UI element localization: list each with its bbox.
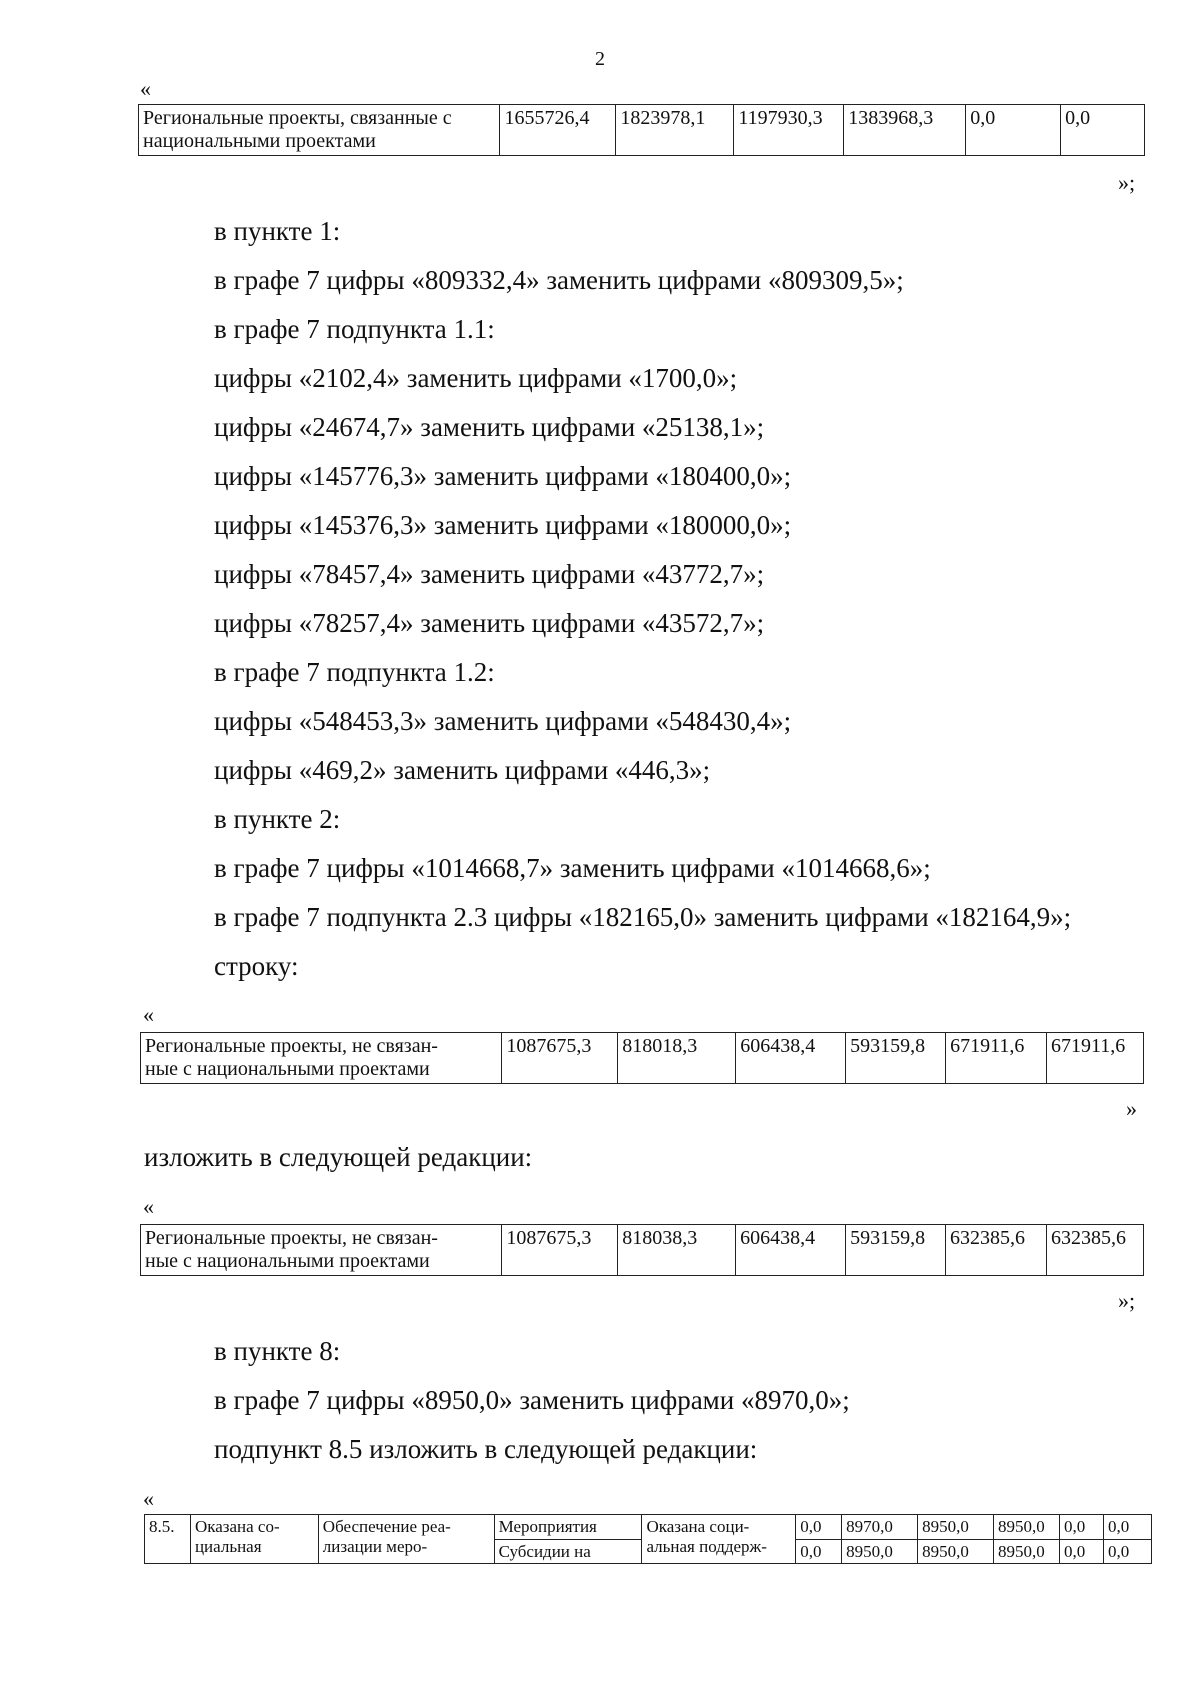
table3-label: [141, 1225, 502, 1276]
text-line: изложить в следующей редакции:: [144, 1142, 533, 1172]
table4-col4-row1: Мероприятия: [494, 1515, 642, 1540]
table3-label-line2: ные с национальными проектами: [145, 1250, 430, 1272]
table4-r2-value: 0,0: [796, 1539, 842, 1564]
table4-r1-value: 8950,0: [994, 1515, 1060, 1540]
text-line: цифры «469,2» заменить цифрами «446,3»;: [214, 755, 711, 785]
table1-value: 0,0: [966, 105, 1061, 156]
table4-r1-value: 0,0: [1103, 1515, 1151, 1540]
table4-r2-value: 0,0: [1060, 1539, 1104, 1564]
table4-r1-value: 8950,0: [918, 1515, 994, 1540]
table4-r1-value: 0,0: [796, 1515, 842, 1540]
text-line: цифры «145776,3» заменить цифрами «180400,0»;: [214, 461, 792, 491]
quote-close-3: »;: [1118, 1288, 1136, 1313]
table-regional-projects-not-national-old: [140, 1032, 1144, 1084]
table2-value: 1087675,3: [502, 1033, 618, 1084]
table2-label-line1: Региональные проекты, не связан-: [145, 1035, 438, 1057]
table4-col5: [642, 1515, 796, 1564]
table4-r2-value: 8950,0: [842, 1539, 918, 1564]
table-subitem-8-5: [144, 1514, 1152, 1564]
table4-r2-value: 8950,0: [918, 1539, 994, 1564]
quote-open-3: «: [143, 1194, 154, 1219]
table1-value: 1823978,1: [616, 105, 734, 156]
table1-label: Региональные проекты, связанные с национальными проектами: [139, 105, 500, 156]
text-line: цифры «2102,4» заменить цифрами «1700,0»;: [214, 363, 738, 393]
table3-value: 818038,3: [618, 1225, 736, 1276]
table1-value: 1383968,3: [844, 105, 966, 156]
table1-value: 0,0: [1061, 105, 1145, 156]
table3-label-line1: Региональные проекты, не связан-: [145, 1227, 438, 1249]
table4-col5-line1: Оказана соци-: [646, 1517, 750, 1536]
table1-value: 1197930,3: [734, 105, 844, 156]
text-line: в графе 7 цифры «8950,0» заменить цифрами «8970,0»;: [214, 1385, 850, 1415]
table2-value: 606438,4: [736, 1033, 846, 1084]
text-line: в графе 7 цифры «1014668,7» заменить цифрами «1014668,6»;: [214, 853, 931, 883]
text-line: цифры «24674,7» заменить цифрами «25138,1»;: [214, 412, 765, 442]
table4-col2-line2: циальная: [194, 1536, 262, 1556]
table2-value: 671911,6: [1047, 1033, 1144, 1084]
text-line: строку:: [214, 951, 299, 981]
table3-value: 632385,6: [1046, 1225, 1143, 1276]
table-regional-projects-national: [138, 104, 1145, 156]
table3-value: 593159,8: [846, 1225, 946, 1276]
page-number: 2: [595, 48, 605, 70]
text-line: в пункте 1:: [214, 216, 341, 246]
text-line: цифры «548453,3» заменить цифрами «548430,4»;: [214, 706, 792, 736]
table4-col3-line2: лизации меро-: [322, 1536, 428, 1556]
text-line: подпункт 8.5 изложить в следующей редакции:: [214, 1434, 758, 1464]
text-line: цифры «145376,3» заменить цифрами «180000,0»;: [214, 510, 792, 540]
table4-col2-line1: Оказана со-: [194, 1517, 280, 1536]
table4-r2-value: 0,0: [1103, 1539, 1151, 1564]
table3-value: 1087675,3: [502, 1225, 618, 1276]
text-line: в графе 7 подпункта 1.1:: [214, 314, 495, 344]
quote-open-1: «: [140, 76, 151, 101]
table3-value: 632385,6: [946, 1225, 1047, 1276]
text-line: цифры «78457,4» заменить цифрами «43772,7»;: [214, 559, 765, 589]
text-line: цифры «78257,4» заменить цифрами «43572,7»;: [214, 608, 765, 638]
table4-col3: [318, 1515, 494, 1564]
table4-col3-line1: Обеспечение реа-: [322, 1517, 451, 1536]
table4-col4-row2: Субсидии на: [494, 1539, 642, 1564]
table4-r1-value: 8970,0: [842, 1515, 918, 1540]
table2-value: 593159,8: [846, 1033, 946, 1084]
text-line: в пункте 8:: [214, 1336, 341, 1366]
table2-value: 818018,3: [618, 1033, 736, 1084]
table-regional-projects-not-national-new: [140, 1224, 1144, 1276]
table4-num: 8.5.: [145, 1515, 191, 1564]
quote-open-4: «: [143, 1486, 154, 1511]
table3-value: 606438,4: [736, 1225, 846, 1276]
text-line: в графе 7 подпункта 2.3 цифры «182165,0» заменить цифрами «182164,9»;: [214, 902, 1072, 932]
table1-value: 1655726,4: [500, 105, 616, 156]
text-line: в графе 7 подпункта 1.2:: [214, 657, 495, 687]
quote-close-1: »;: [1118, 170, 1136, 195]
table4-r2-value: 8950,0: [994, 1539, 1060, 1564]
text-line: в графе 7 цифры «809332,4» заменить цифрами «809309,5»;: [214, 265, 904, 295]
table2-label-line2: ные с национальными проектами: [145, 1058, 430, 1080]
table4-r1-value: 0,0: [1060, 1515, 1104, 1540]
table4-col5-line2: альная поддерж-: [646, 1536, 767, 1556]
text-line: в пункте 2:: [214, 804, 341, 834]
quote-open-2: «: [143, 1002, 154, 1027]
quote-close-2: »: [1126, 1096, 1137, 1121]
table4-col2: [190, 1515, 318, 1564]
table2-value: 671911,6: [946, 1033, 1047, 1084]
table2-label: [141, 1033, 502, 1084]
